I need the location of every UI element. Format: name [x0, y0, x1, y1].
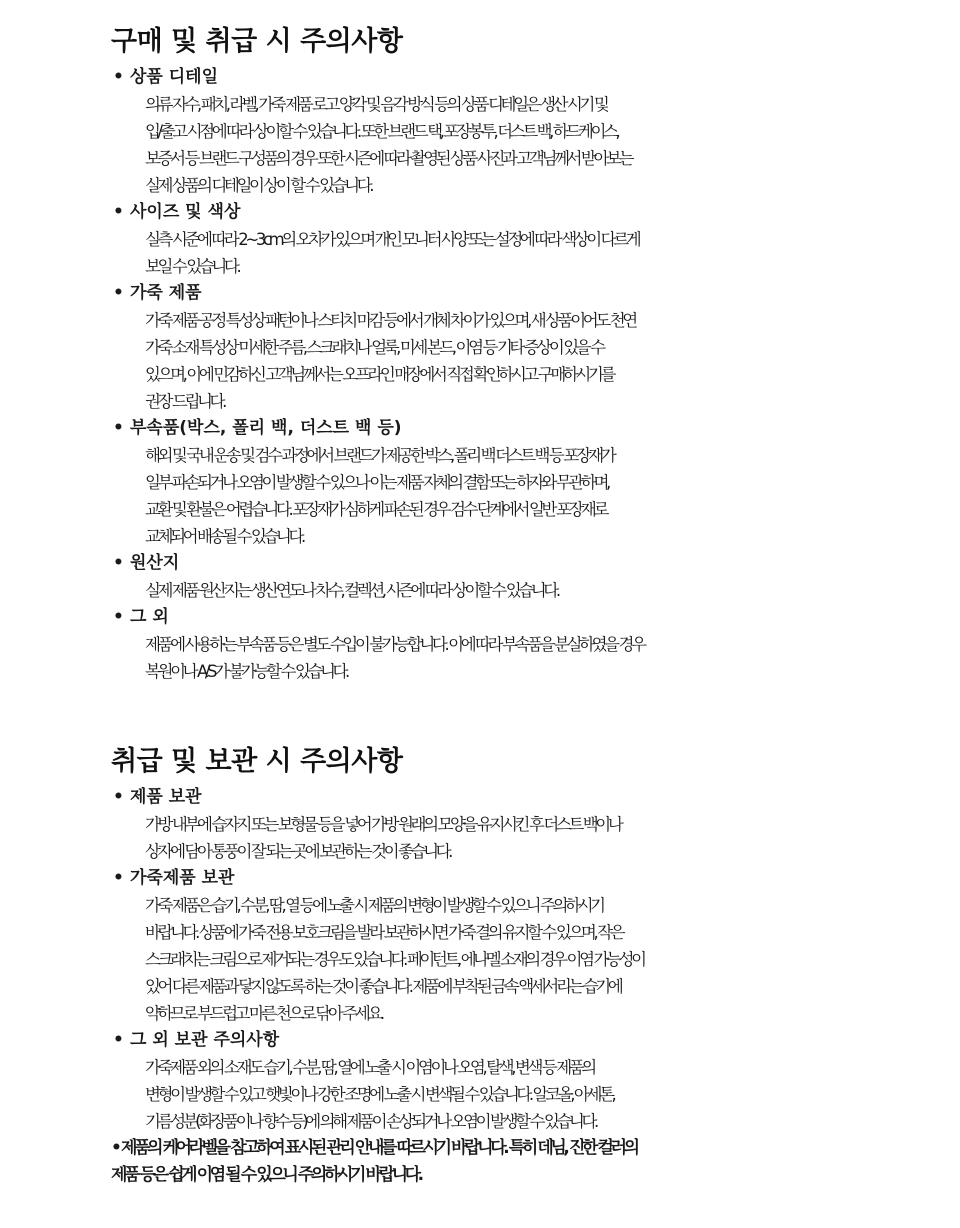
bullet-icon: • — [113, 868, 124, 888]
item-body — [111, 631, 871, 685]
item-heading: 사이즈 및 색상 — [130, 202, 241, 222]
bullet-icon: • — [113, 607, 124, 627]
bullet-icon: • — [113, 418, 124, 438]
body-line: 해외 및 국내 운송 및 검수 과정에서 브랜드가 제공한 박스, 폴리 백 더스트 백 등 포장재가 — [145, 446, 614, 465]
body-line: 가방 내부에 습자지 또는 보형물 등을 넣어 가방 원래의 모양을 유지시킨 후 더스트 백이나 — [145, 815, 621, 834]
bullet-icon: • — [113, 67, 124, 87]
item-other-storage — [111, 1027, 871, 1135]
body-line: 가죽 소재 특성상 미세한 주름, 스크래치나 얼룩, 미세 본드, 이염 등 기타 증상이 있을 수 — [145, 338, 603, 357]
item-product-storage — [111, 784, 871, 865]
item-body — [111, 226, 871, 280]
item-body — [111, 442, 871, 550]
care-storage-section — [111, 740, 871, 1189]
body-line: 교환 및 환불은 어렵습니다. 포장재가 심하게 파손된 경우 검수 단계에서 일반 포장재로 — [145, 500, 607, 519]
bullet-icon: • — [113, 283, 124, 303]
body-line: 일부 파손되거나 오염이 발생할 수 있으나 이는 제품 자체의 결함 또는 하자와 무관하며, — [145, 473, 608, 492]
item-heading: 그 외 보관 주의사항 — [130, 1030, 280, 1050]
body-line: 실제 상품의 디테일이 상이 할 수 있습니다. — [145, 176, 372, 195]
bullet-icon: • — [113, 202, 124, 222]
body-line: 스크래치는 크림으로 제거되는 경우도 있습니다. 페이턴트, 에나멜 소재의 경우 이염 가능성이 — [145, 950, 644, 969]
body-line: 의류 자수, 패치, 라벨, 가죽 제품 로고 양각 및 음각 방식 등의 상품 디테일은 생산 시기 및 — [145, 95, 607, 114]
body-line: 있으며, 이에 민감하신 고객님께서는 오프라인 매장에서 직접 확인하시고 구매하시기를 — [145, 365, 614, 384]
item-etc — [111, 604, 871, 685]
item-body — [111, 1054, 871, 1135]
bullet-icon: • — [113, 553, 124, 573]
item-origin — [111, 550, 871, 604]
item-size-color — [111, 199, 871, 280]
item-heading: 그 외 — [130, 607, 169, 627]
body-line: 실제 제품 원산지는 생산연도나 차수, 컬렉션, 시즌에 따라 상이할 수 있습니다. — [145, 581, 558, 600]
body-line: 있어 다른 제품과 닿지 않도록 하는 것이 좋습니다. 제품에 부착된 금속 액세서리는 습기에 — [145, 977, 621, 996]
body-line: 보일 수 있습니다. — [145, 257, 239, 276]
item-heading: 상품 디테일 — [130, 67, 219, 87]
body-line: 복원이나 A/S가 불가능할 수 있습니다. — [145, 662, 347, 681]
item-body — [111, 892, 871, 1027]
item-heading: 제품 보관 — [130, 787, 202, 807]
bullet-icon: • — [113, 787, 124, 807]
item-body — [111, 307, 871, 415]
body-line: 바랍니다. 상품에 가죽 전용 보호크림을 발라 보관하시면 가죽 결의 유지할 수 있으며, 작은 — [145, 923, 623, 942]
item-product-detail — [111, 64, 871, 199]
body-line: 제품에 사용하는 부속품 등은 별도 수입이 불가능합니다. 이에 따라 부속품을 분실하였을 경우 — [145, 635, 644, 654]
body-line: 상자에 담아 통풍이 잘 되는 곳에 보관하는 것이 좋습니다. — [145, 842, 451, 861]
body-line: 기름성분(화장품이나 향수 등)에 의해 제품이 손상되거나 오염이 발생할 수 있습니다. — [145, 1112, 596, 1131]
item-heading: 가죽 제품 — [130, 283, 202, 303]
body-line: 보증서 등 브랜드 구성품의 경우 또한 시즌에 따라 촬영된 상품 사진과 고객님께서 받아보는 — [145, 149, 632, 168]
body-line: 가죽 제품은 습기, 수분, 땀, 열 등에 노출 시 제품의 변형이 발생할 수 있으니 주의하시기 — [145, 896, 603, 915]
section-title-care: 취급 및 보관 시 주의사항 — [111, 746, 403, 777]
item-leather-storage — [111, 865, 871, 1027]
care-label-note — [111, 1135, 871, 1189]
bullet-icon: • — [113, 1030, 124, 1050]
item-body — [111, 811, 871, 865]
body-line: 실측 시준에 따라 2~3cm의 오차가 있으며 개인 모니터 사양 또는 설정에 따라 색상이 다르게 — [145, 230, 639, 249]
item-heading: 원산지 — [130, 553, 180, 573]
note-line: 제품 등은 쉽게 이염 될 수 있으니 주의하시기 바랍니다. — [111, 1165, 421, 1185]
body-line: 교체되어 배송될 수 있습니다. — [145, 527, 303, 546]
body-line: 변형이 발생할 수 있고 햇빛이나 강한 조명에 노출 시 변색될 수 있습니다. 알코올, 아세톤, — [145, 1085, 614, 1104]
item-body — [111, 91, 871, 199]
item-heading: 부속품(박스, 폴리 백, 더스트 백 등) — [130, 418, 402, 438]
body-line: 가죽제품 외의 소재도 습기, 수분, 땀, 열에 노출 시 이염이나 오염, 탈색, 변색 등 제품의 — [145, 1058, 594, 1077]
body-line: 약하므로 부드럽고 마른 천으로 닦아 주세요. — [145, 1004, 382, 1023]
item-leather-product — [111, 280, 871, 415]
note-line: • 제품의 케어라벨을 참고하여 표시된 관리 안내를 따르시기 바랍니다. 특히 데님, 진한 컬러의 — [111, 1138, 637, 1158]
purchase-caution-section — [111, 20, 871, 685]
body-line: 입/출고 시점에 따라 상이할 수 있습니다. 또한 브랜드 택, 포장봉투, 더스트 백, 하드케이스, — [145, 122, 618, 141]
body-line: 가죽 제품 공정 특성상 패턴이나 스티치 마감 등에서 개체 차이가 있으며, 새 상품이어도 천연 — [145, 311, 635, 330]
item-body — [111, 577, 871, 604]
section-title-purchase: 구매 및 취급 시 주의사항 — [111, 26, 403, 57]
item-accessories — [111, 415, 871, 550]
body-line: 권장 드립니다. — [145, 392, 224, 411]
item-heading: 가죽제품 보관 — [130, 868, 235, 888]
